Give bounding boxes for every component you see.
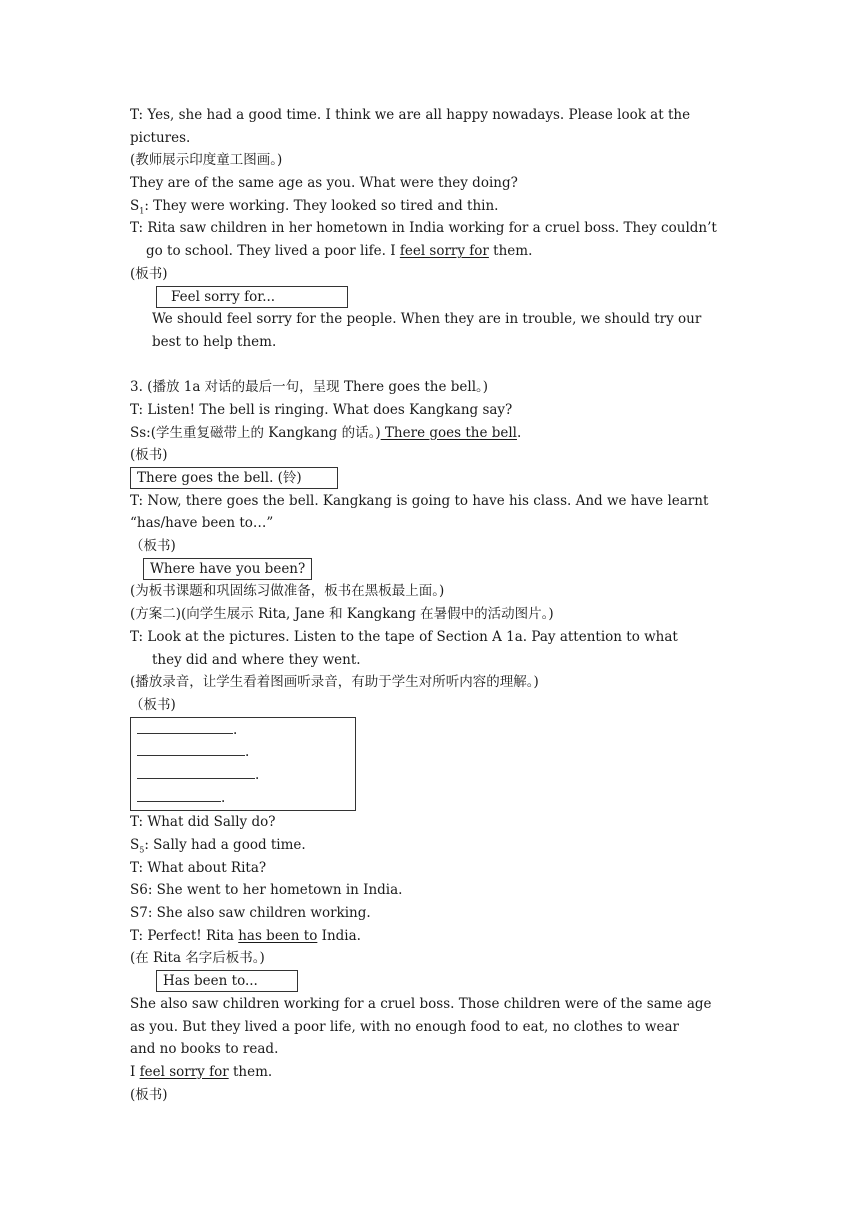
text-line: S7: She also saw children working. (130, 905, 371, 922)
text-line: go to school. They lived a poor life. I feel sorry for them. (146, 243, 533, 260)
board-box: Feel sorry for... (156, 286, 348, 308)
answer-blank (137, 787, 221, 802)
blank-line (130, 354, 732, 377)
text-line: T: Look at the pictures. Listen to the tape of Section A 1a. Pay attention to what (130, 628, 678, 645)
name-row: . (137, 787, 349, 810)
board-box: There goes the bell. (铃) (130, 467, 338, 489)
name-row: . (137, 764, 349, 787)
text-line: 3. (播放 1a 对话的最后一句，呈现 There goes the bell。) (130, 379, 489, 396)
text-line: (为板书课题和巩固练习做准备，板书在黑板最上面。) (130, 583, 445, 600)
answer-blank (137, 764, 255, 779)
board-box-names (130, 717, 356, 812)
underlined-phrase: has been to (238, 927, 318, 944)
text-line: T: Perfect! Rita has been to India. (130, 927, 361, 944)
board-box: Has been to... (156, 970, 298, 992)
underlined-phrase: There goes the bell (380, 424, 517, 441)
text-line: pictures. (130, 129, 191, 146)
answer-blank (137, 719, 233, 734)
text-line: best to help them. (152, 333, 277, 350)
document-body (130, 104, 732, 1106)
text-line: We should feel sorry for the people. When they are in trouble, we should try our (152, 311, 702, 328)
answer-blank (137, 741, 245, 756)
underlined-phrase: feel sorry for (399, 243, 489, 260)
text-line: I feel sorry for them. (130, 1063, 273, 1080)
text-line: （板书) (130, 696, 176, 713)
board-box-row (130, 558, 732, 581)
text-line: T: What did Sally do? (130, 814, 276, 831)
text-line: (播放录音，让学生看着图画听录音，有助于学生对所听内容的理解。) (130, 674, 539, 691)
text-line: $S_1$: They were working. They looked so tired and thin. (130, 197, 499, 216)
name-row: . (137, 719, 349, 742)
board-box: Where have you been? (143, 558, 312, 580)
text-line: (板书) (130, 265, 168, 282)
board-box-row (130, 286, 732, 309)
board-box-row (130, 970, 732, 993)
text-line: T: Now, there goes the bell. Kangkang is going to have his class. And we have learnt (130, 492, 709, 509)
text-line: (方案二)(向学生展示 Rita, Jane 和 Kangkang 在暑假中的活动图片。) (130, 606, 554, 623)
text-line: She also saw children working for a cruel boss. Those children were of the same age (130, 995, 712, 1012)
text-line: (在 Rita 名字后板书。) (130, 950, 265, 967)
text-line: （板书) (130, 538, 176, 555)
text-line: and no books to read. (130, 1041, 279, 1058)
text-line: (教师展示印度童工图画。) (130, 152, 283, 169)
text-line: Ss:(学生重复磁带上的 Kangkang 的话。) There goes the bell. (130, 424, 522, 441)
text-line: They are of the same age as you. What were they doing? (130, 175, 518, 192)
text-line: “has/have been to…” (130, 515, 274, 532)
underlined-phrase: feel sorry for (139, 1063, 229, 1080)
text-line: they did and where they went. (152, 651, 361, 668)
text-line: (板书) (130, 447, 168, 464)
text-line: S6: She went to her hometown in India. (130, 882, 403, 899)
text-line: T: Listen! The bell is ringing. What does Kangkang say? (130, 401, 513, 418)
text-line: T: What about Rita? (130, 859, 267, 876)
name-row: . (137, 741, 349, 764)
text-line: T: Yes, she had a good time. I think we are all happy nowadays. Please look at the (130, 107, 691, 123)
text-line: as you. But they lived a poor life, with no enough food to eat, no clothes to wear (130, 1018, 679, 1035)
text-line: $S_5$: Sally had a good time. (130, 837, 306, 855)
board-box-row (130, 467, 732, 490)
text-line: T: Rita saw children in her hometown in India working for a cruel boss. They couldn’t (130, 220, 717, 237)
text-line: (板书) (130, 1086, 168, 1103)
